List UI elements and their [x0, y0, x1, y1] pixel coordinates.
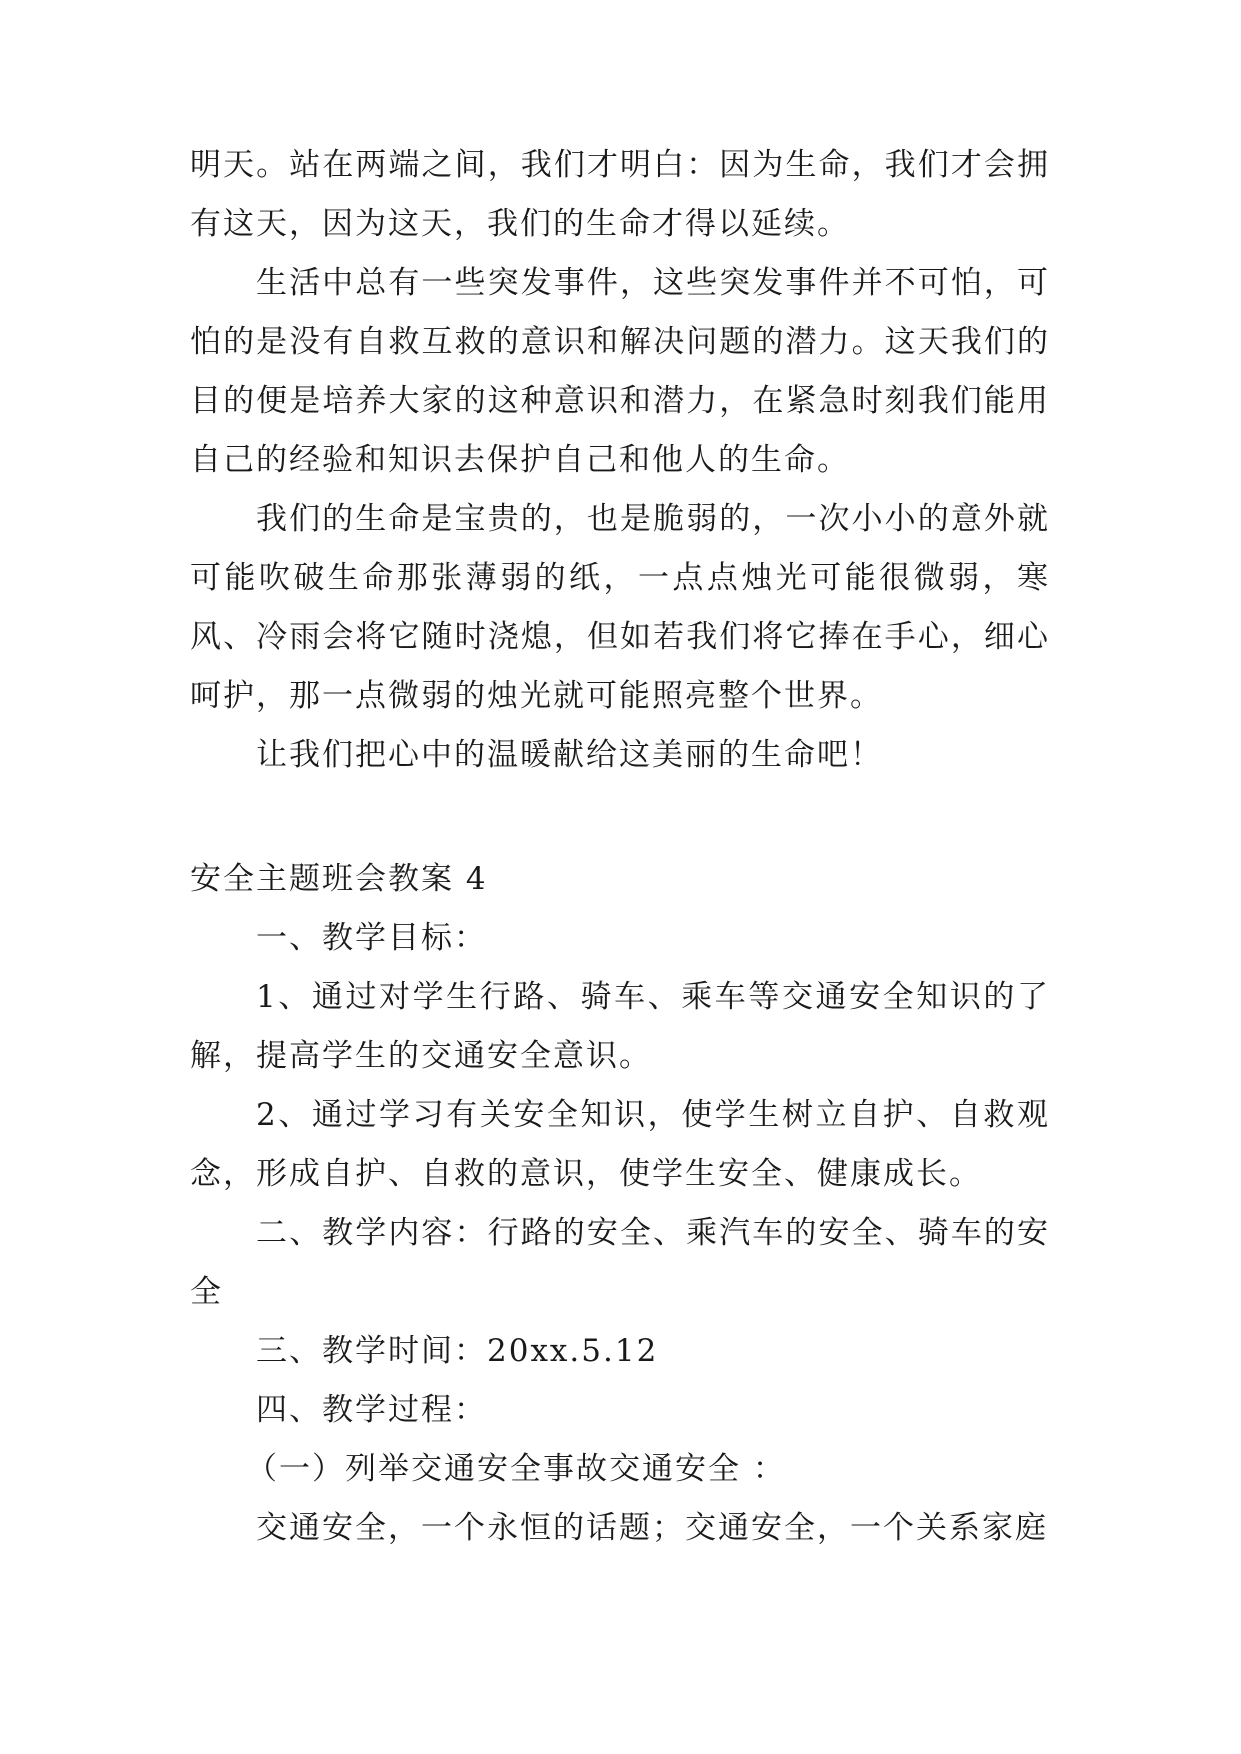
- process-step-1: （一）列举交通安全事故交通安全 ：: [246, 1451, 786, 1487]
- section-title: 安全主题班会教案 4: [190, 861, 488, 897]
- traffic-safety-paragraph: 交通安全，一个永恒的话题；交通安全，一个关系家庭: [256, 1510, 1048, 1546]
- teaching-time: 三、教学时间：20xx.5.12: [256, 1333, 659, 1369]
- paragraph-emergency-awareness: 生活中总有一些突发事件，这些突发事件并不可怕，可怕的是没有自救互救的意识和解决问题的潜力。这天我们的目的便是培养大家的这种意识和潜力，在紧急时刻我们能用自己的经验和知识去保护自己和他人的生命。: [190, 265, 1050, 478]
- teaching-content: 二、教学内容：行路的安全、乘汽车的安全、骑车的安全: [190, 1215, 1050, 1310]
- teaching-goal-2: 2、通过学习有关安全知识，使学生树立自护、自救观念，形成自护、自救的意识，使学生安全、健康成长。: [190, 1097, 1050, 1192]
- paragraph-precious-life: 我们的生命是宝贵的，也是脆弱的，一次小小的意外就可能吹破生命那张薄弱的纸，一点点烛光可能很微弱，寒风、冷雨会将它随时浇熄，但如若我们将它捧在手心，细心呵护，那一点微弱的烛光就可能照亮整个世界。: [190, 501, 1050, 714]
- paragraph-continuation: 明天。站在两端之间，我们才明白：因为生命，我们才会拥有这天，因为这天，我们的生命才得以延续。: [190, 147, 1050, 242]
- teaching-process-heading: 四、教学过程：: [256, 1392, 487, 1428]
- paragraph-closing: 让我们把心中的温暖献给这美丽的生命吧！: [256, 737, 883, 773]
- teaching-goal-1: 1、通过对学生行路、骑车、乘车等交通安全知识的了解，提高学生的交通安全意识。: [190, 979, 1050, 1074]
- teaching-goals-heading: 一、教学目标：: [256, 920, 487, 956]
